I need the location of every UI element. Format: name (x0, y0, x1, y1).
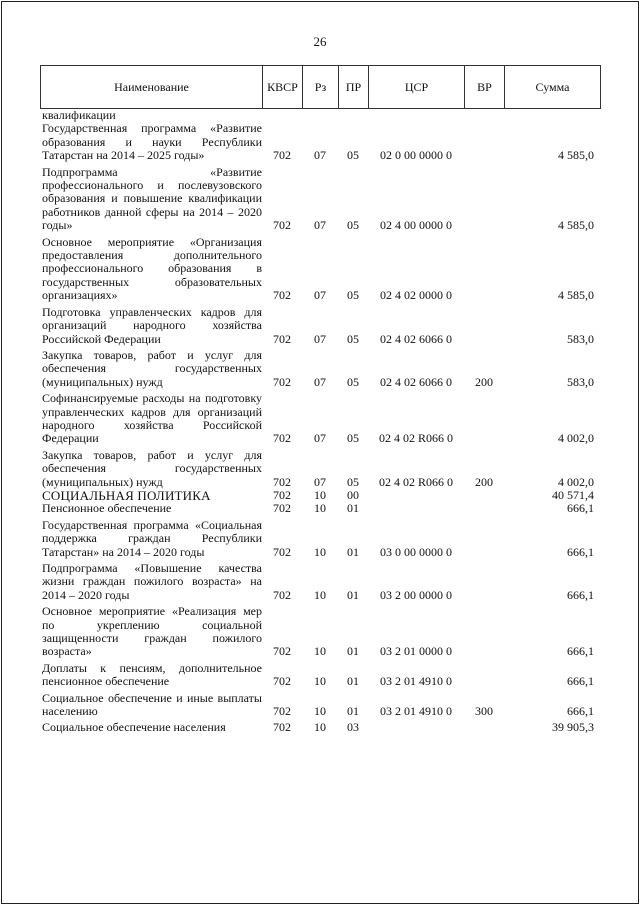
row-name: Подготовка управленческих кадров для организаций народного хозяйства Российской Федерации (42, 304, 262, 346)
row-name: квалификации (42, 108, 116, 122)
row-name: Доплаты к пенсиям, дополнительное пенсионное обеспечение (42, 660, 262, 689)
table-row (40, 502, 600, 515)
header-name: Наименование (41, 66, 263, 109)
row-kvsr: 702 (273, 704, 291, 719)
table-row (40, 109, 600, 122)
row-sum: 666,1 (567, 587, 594, 602)
row-name: Закупка товаров, работ и услуг для обеспечения государственных (муниципальных) нужд (42, 447, 262, 489)
row-csr: 02 0 00 0000 0 (380, 148, 452, 163)
row-pr: 05 (347, 474, 359, 489)
row-kvsr: 702 (273, 720, 291, 735)
row-name: Подпрограмма «Развитие профессионального и послевузовского образования и повышение квалификации работников данной сферы на 2014 – 2020 годы» (42, 164, 262, 233)
row-vr: 300 (475, 704, 493, 719)
row-sum: 4 585,0 (558, 288, 594, 303)
row-name: Подпрограмма «Повышение качества жизни граждан пожилого возраста» на 2014 – 2020 годы (42, 561, 262, 602)
row-name: СОЦИАЛЬНАЯ ПОЛИТИКА (42, 487, 211, 503)
row-kvsr: 702 (273, 544, 291, 559)
row-rz: 10 (314, 720, 326, 735)
row-sum: 39 905,3 (552, 720, 594, 735)
row-pr: 05 (347, 374, 359, 389)
row-sum: 4 585,0 (558, 148, 594, 163)
row-kvsr: 702 (273, 148, 291, 163)
row-rz: 07 (314, 474, 326, 489)
row-kvsr: 702 (273, 644, 291, 659)
row-sum: 666,1 (567, 704, 594, 719)
row-rz: 10 (314, 674, 326, 689)
row-name: Закупка товаров, работ и услуг для обеспечения государственных (муниципальных) нужд (42, 347, 262, 389)
header-vr: ВР (465, 66, 505, 109)
table-row (40, 349, 600, 389)
row-csr: 03 0 00 0000 0 (380, 544, 452, 559)
row-pr: 01 (347, 501, 359, 516)
row-kvsr: 702 (273, 218, 291, 233)
row-pr: 03 (347, 720, 359, 735)
row-pr: 01 (347, 704, 359, 719)
table-header (40, 65, 601, 109)
row-vr: 200 (475, 374, 493, 389)
row-pr: 01 (347, 674, 359, 689)
table-row (40, 662, 600, 689)
row-rz: 10 (314, 587, 326, 602)
row-pr: 05 (347, 431, 359, 446)
row-rz: 10 (314, 501, 326, 516)
row-rz: 07 (314, 148, 326, 163)
row-sum: 583,0 (567, 374, 594, 389)
row-pr: 01 (347, 644, 359, 659)
row-csr: 03 2 00 0000 0 (380, 587, 452, 602)
row-vr: 200 (475, 474, 493, 489)
row-csr: 02 4 02 6066 0 (380, 331, 452, 346)
row-sum: 666,1 (567, 544, 594, 559)
table-row (40, 519, 600, 559)
table-row (40, 306, 600, 346)
table-row (40, 692, 600, 719)
row-csr: 02 4 02 6066 0 (380, 374, 452, 389)
row-rz: 07 (314, 431, 326, 446)
header-pr: ПР (339, 66, 369, 109)
table-row (40, 721, 600, 734)
row-csr: 03 2 01 4910 0 (380, 674, 452, 689)
row-pr: 05 (347, 331, 359, 346)
row-rz: 10 (314, 544, 326, 559)
row-name: Пенсионное обеспечение (42, 501, 172, 516)
row-name: Государственная программа «Социальная поддержка граждан Республики Татарстан» на 2014 – 2020 годы (42, 517, 262, 559)
table-row (40, 449, 600, 489)
row-sum: 583,0 (567, 331, 594, 346)
row-kvsr: 702 (273, 501, 291, 516)
row-csr: 03 2 01 0000 0 (380, 644, 452, 659)
table-row (40, 122, 600, 162)
header-csr: ЦСР (369, 66, 465, 109)
row-kvsr: 702 (273, 674, 291, 689)
table-row (40, 236, 600, 303)
row-kvsr: 702 (273, 474, 291, 489)
row-pr: 05 (347, 148, 359, 163)
table-body (40, 109, 600, 738)
table-row (40, 392, 600, 446)
row-sum: 4 585,0 (558, 218, 594, 233)
row-kvsr: 702 (273, 487, 291, 502)
row-pr: 05 (347, 218, 359, 233)
row-csr: 03 2 01 4910 0 (380, 704, 452, 719)
row-rz: 07 (314, 288, 326, 303)
row-rz: 07 (314, 331, 326, 346)
row-csr: 02 4 02 R066 0 (378, 474, 453, 489)
header-kvsr: КВСР (263, 66, 303, 109)
row-rz: 10 (314, 644, 326, 659)
row-csr: 02 4 02 R066 0 (378, 431, 453, 446)
row-kvsr: 702 (273, 331, 291, 346)
row-rz: 07 (314, 218, 326, 233)
table-row (40, 166, 600, 233)
row-name: Социальное обеспечение населения (42, 720, 226, 735)
row-pr: 01 (347, 587, 359, 602)
row-sum: 4 002,0 (558, 474, 594, 489)
row-name: Софинансируемые расходы на подготовку управленческих кадров для организаций народного хозяйства Российской Федерации (42, 391, 262, 446)
row-csr: 02 4 00 0000 0 (380, 218, 452, 233)
row-rz: 10 (314, 704, 326, 719)
row-kvsr: 702 (273, 374, 291, 389)
row-kvsr: 702 (273, 587, 291, 602)
row-pr: 00 (347, 487, 359, 502)
row-kvsr: 702 (273, 431, 291, 446)
row-rz: 07 (314, 374, 326, 389)
table-row (40, 562, 600, 602)
row-kvsr: 702 (273, 288, 291, 303)
table-row (40, 489, 600, 502)
header-sum: Сумма (505, 66, 601, 109)
table-row (40, 605, 600, 659)
row-sum: 666,1 (567, 674, 594, 689)
row-sum: 666,1 (567, 501, 594, 516)
row-name: Основное мероприятие «Организация предоставления дополнительного профессионального образования в государственных образовательных организациях» (42, 234, 262, 303)
row-name: Социальное обеспечение и иные выплаты населению (42, 690, 262, 719)
row-name: Государственная программа «Развитие образования и науки Республики Татарстан на 2014 – 2025 годы» (42, 121, 262, 163)
row-sum: 666,1 (567, 644, 594, 659)
row-csr: 02 4 02 0000 0 (380, 288, 452, 303)
row-sum: 4 002,0 (558, 431, 594, 446)
row-sum: 40 571,4 (552, 487, 594, 502)
page-number: 26 (313, 34, 327, 49)
row-rz: 10 (314, 487, 326, 502)
row-name: Основное мероприятие «Реализация мер по укреплению социальной защищенности граждан пожилого возраста» (42, 604, 262, 659)
row-pr: 05 (347, 288, 359, 303)
header-rz: Рз (303, 66, 339, 109)
row-pr: 01 (347, 544, 359, 559)
